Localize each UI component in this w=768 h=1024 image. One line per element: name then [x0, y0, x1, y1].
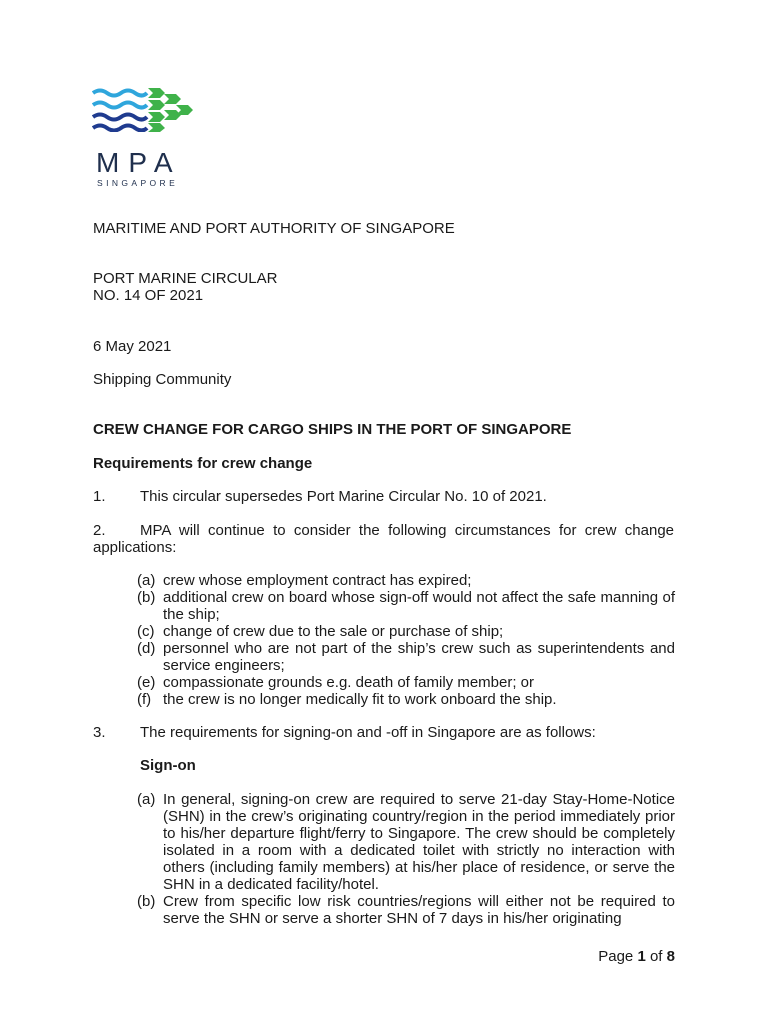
paragraph-text: The requirements for signing-on and -off in Singapore are as follows:: [140, 724, 596, 741]
sign-on-heading: Sign-on: [140, 757, 196, 774]
circular-number: NO. 14 OF 2021: [93, 287, 204, 304]
list-item: (a) In general, signing-on crew are required to serve 21-day Stay-Home-Notice (SHN) in the crew’s originating country/region in the period immediately prior to his/her departure flight/ferry to Singapore. The crew should be completely isolated in a room with a dedicated toilet with strictly no interaction with others (including family members) at his/her place of residence, or serve the SHN in a dedicated facility/hotel.: [137, 791, 675, 893]
wave-arrows-icon: [92, 86, 196, 132]
addressee: Shipping Community: [93, 371, 232, 388]
page-total: 8: [666, 948, 675, 965]
page-label: Page: [598, 948, 634, 965]
list-item: (f) the crew is no longer medically fit to work onboard the ship.: [137, 691, 557, 708]
logo-text: MPA: [96, 147, 182, 178]
paragraph-number: 1.: [93, 488, 106, 505]
page-current: 1: [637, 948, 646, 965]
document-title: CREW CHANGE FOR CARGO SHIPS IN THE PORT OF SINGAPORE: [93, 421, 572, 438]
paragraph-text: This circular supersedes Port Marine Circular No. 10 of 2021.: [140, 488, 547, 505]
paragraph-number: 2.: [93, 522, 106, 539]
circumstances-list: [137, 572, 675, 708]
sign-on-list: [137, 791, 675, 927]
of-label: of: [649, 948, 663, 965]
circular-title: PORT MARINE CIRCULAR: [93, 270, 278, 287]
logo-subtext: SINGAPORE: [97, 178, 179, 188]
list-item: (b) Crew from specific low risk countries/regions will either not be required to serve the SHN or serve a shorter SHN of 7 days in his/her originating: [137, 893, 675, 927]
list-item: (c) change of crew due to the sale or purchase of ship;: [137, 623, 504, 640]
section-heading: Requirements for crew change: [93, 455, 313, 472]
list-item: (a) crew whose employment contract has expired;: [137, 572, 472, 589]
paragraph-text: MPA will continue to consider the following circumstances for crew change applications:: [93, 522, 674, 556]
authority-name: MARITIME AND PORT AUTHORITY OF SINGAPORE: [93, 220, 455, 237]
list-item: (b) additional crew on board whose sign-off would not affect the safe manning of the ship;: [137, 589, 675, 623]
circular-date: 6 May 2021: [93, 338, 172, 355]
paragraph-number: 3.: [93, 724, 106, 741]
list-item: (e) compassionate grounds e.g. death of family member; or: [137, 674, 535, 691]
list-item: (d) personnel who are not part of the ship’s crew such as superintendents and service engineers;: [137, 640, 675, 674]
page-footer: [598, 948, 675, 965]
